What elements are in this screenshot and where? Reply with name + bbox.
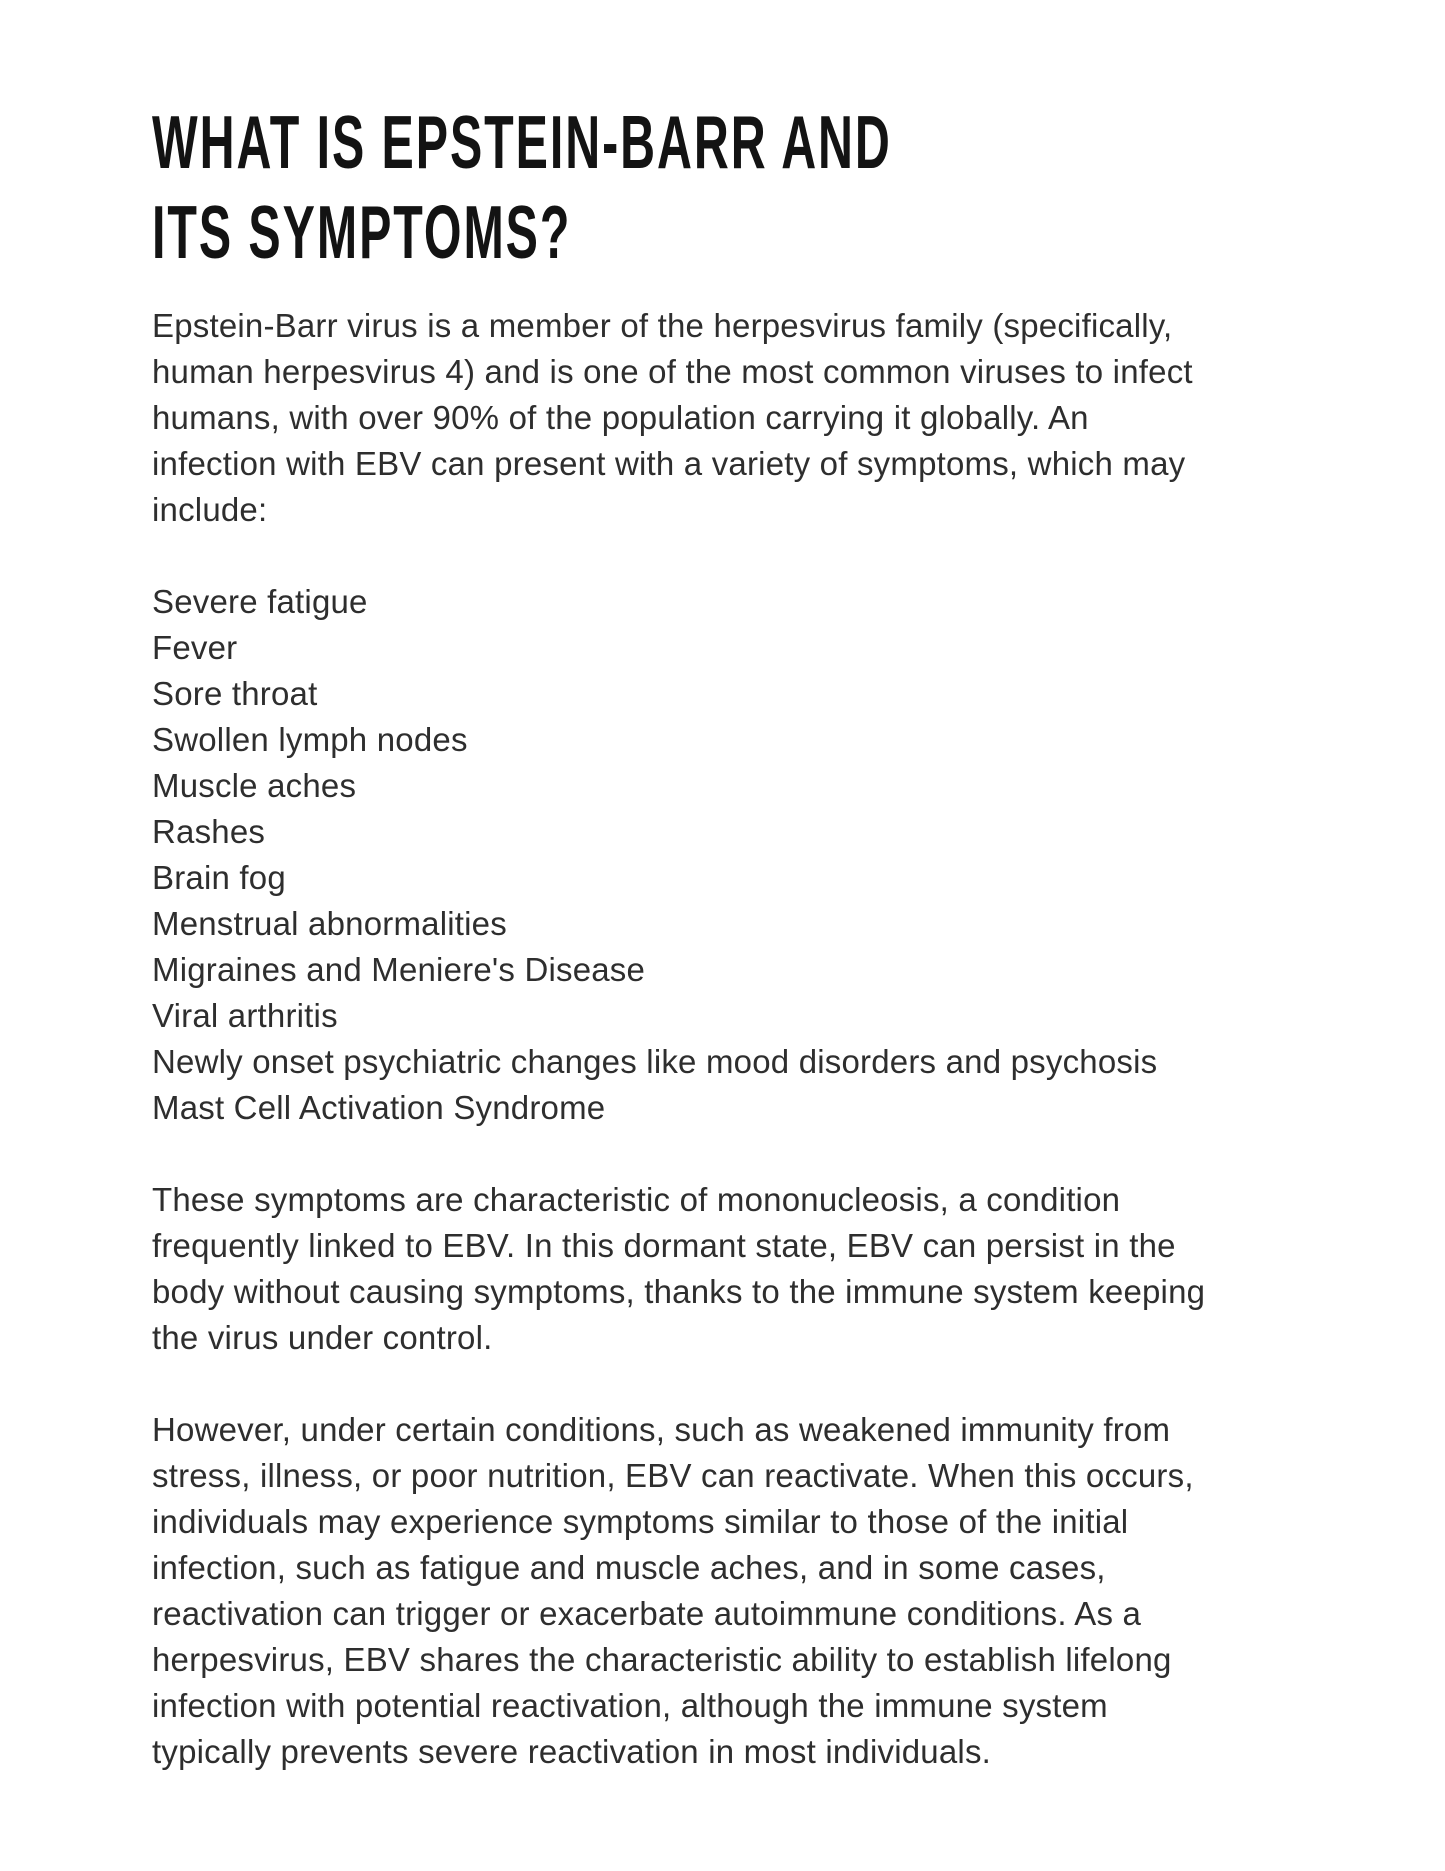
- symptom-item: Fever: [152, 629, 238, 666]
- symptom-item: Migraines and Meniere's Disease: [152, 951, 646, 988]
- symptom-list: [152, 579, 1299, 1131]
- symptom-item: Mast Cell Activation Syndrome: [152, 1089, 606, 1126]
- document-page: [152, 97, 1299, 1775]
- intro-paragraph: Epstein-Barr virus is a member of the herpesvirus family (specifically, human herpesvirus 4) and is one of the most common viruses to infect humans, with over 90% of the population carrying it globally. An infection with EBV can present with a variety of symptoms, which may include:: [152, 307, 1193, 528]
- symptom-item: Severe fatigue: [152, 583, 368, 620]
- symptom-item: Newly onset psychiatric changes like mood disorders and psychosis: [152, 1043, 1158, 1080]
- mononucleosis-paragraph: These symptoms are characteristic of mononucleosis, a condition frequently linked to EBV. In this dormant state, EBV can persist in the body without causing symptoms, thanks to the immune system keeping the virus under control.: [152, 1181, 1206, 1356]
- symptom-item: Brain fog: [152, 859, 286, 896]
- page-title: WHAT IS EPSTEIN-BARR AND ITS SYMPTOMS?: [152, 100, 892, 274]
- symptom-item: Sore throat: [152, 675, 318, 712]
- symptom-item: Swollen lymph nodes: [152, 721, 468, 758]
- reactivation-paragraph: However, under certain conditions, such as weakened immunity from stress, illness, or poor nutrition, EBV can reactivate. When this occurs, individuals may experience symptoms similar to those of the initial infection, such as fatigue and muscle aches, and in some cases, reactivation can trigger or exacerbate autoimmune conditions. As a herpesvirus, EBV shares the characteristic ability to establish lifelong infection with potential reactivation, although the immune system typically prevents severe reactivation in most individuals.: [152, 1411, 1194, 1770]
- symptom-item: Viral arthritis: [152, 997, 338, 1034]
- symptom-item: Muscle aches: [152, 767, 357, 804]
- symptom-item: Menstrual abnormalities: [152, 905, 507, 942]
- symptom-item: Rashes: [152, 813, 266, 850]
